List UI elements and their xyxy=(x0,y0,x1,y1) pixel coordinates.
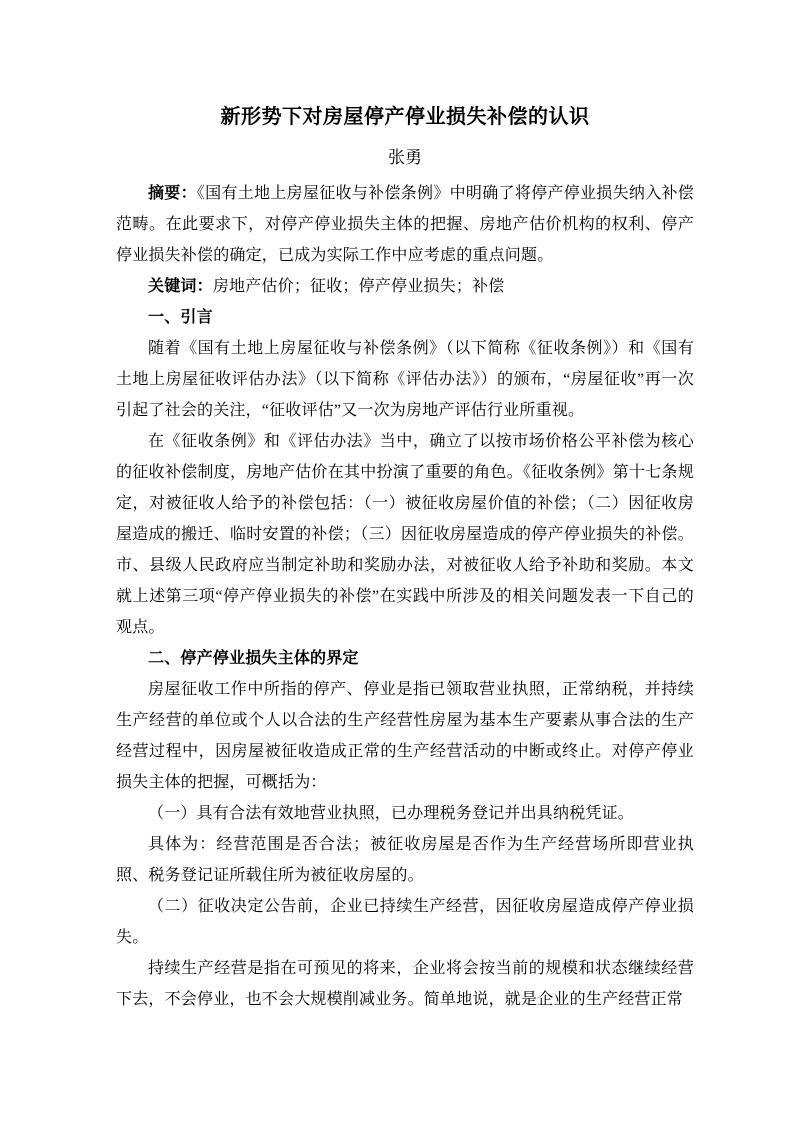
keywords-text: 房地产估价；征收；停产停业损失；补偿 xyxy=(212,278,505,295)
section-heading-introduction: 一、引言 xyxy=(148,309,213,326)
abstract-paragraph xyxy=(116,178,694,271)
keywords-paragraph xyxy=(116,271,694,302)
paragraph: 在《征收条例》和《评估办法》当中，确立了以按市场价格公平补偿为核心的征收补偿制度，房地产估价在其中扮演了重要的角色。《征收条例》第十七条规定，对被征收人给予的补偿包括：（一）被征收房屋价值的补偿；（二）因征收房屋造成的搬迁、临时安置的补偿；（三）因征收房屋造成的停产停业损失的补偿。市、县级人民政府应当制定补助和奖励办法，对被征收人给予补助和奖励。本文就上述第三项“停产停业损失的补偿”在实践中所涉及的相关问题发表一下自己的观点。 xyxy=(116,433,694,636)
paragraph: 房屋征收工作中所指的停产、停业是指已领取营业执照，正常纳税，并持续生产经营的单位或个人以合法的生产经营性房屋为基本生产要素从事合法的生产经营过程中，因房屋被征收造成正常的生产经营活动的中断或终止。对停产停业损失主体的把握，可概括为： xyxy=(116,681,694,791)
paper-author: 张勇 xyxy=(388,148,422,167)
paragraph: （一）具有合法有效地营业执照，已办理税务登记并出具纳税凭证。 xyxy=(148,805,635,822)
keywords-label: 关键词： xyxy=(148,278,213,295)
section-heading-loss-subject-definition: 二、停产停业损失主体的界定 xyxy=(148,650,359,667)
abstract-text: 《国有土地上房屋征收与补偿条例》中明确了将停产停业损失纳入补偿范畴。在此要求下，对停产停业损失主体的把握、房地产估价机构的权利、停产停业损失补偿的确定，已成为实际工作中应考虑的重点问题。 xyxy=(116,185,694,264)
paragraph: 随着《国有土地上房屋征收与补偿条例》（以下简称《征收条例》）和《国有土地上房屋征收评估办法》（以下简称《评估办法》）的颁布，“房屋征收”再一次引起了社会的关注，“征收评估”又一次为房地产评估行业所重视。 xyxy=(116,340,694,419)
paragraph: 持续生产经营是指在可预见的将来，企业将会按当前的规模和状态继续经营下去，不会停业，也不会大规模削减业务。简单地说，就是企业的生产经营正常 xyxy=(116,960,694,1008)
paper-title: 新形势下对房屋停产停业损失补偿的认识 xyxy=(220,106,590,128)
paragraph: （二）征收决定公告前，企业已持续生产经营，因征收房屋造成停产停业损失。 xyxy=(116,898,694,946)
abstract-label: 摘要： xyxy=(148,185,197,202)
paragraph: 具体为：经营范围是否合法；被征收房屋是否作为生产经营场所即营业执照、税务登记证所载住所为被征收房屋的。 xyxy=(116,836,694,884)
